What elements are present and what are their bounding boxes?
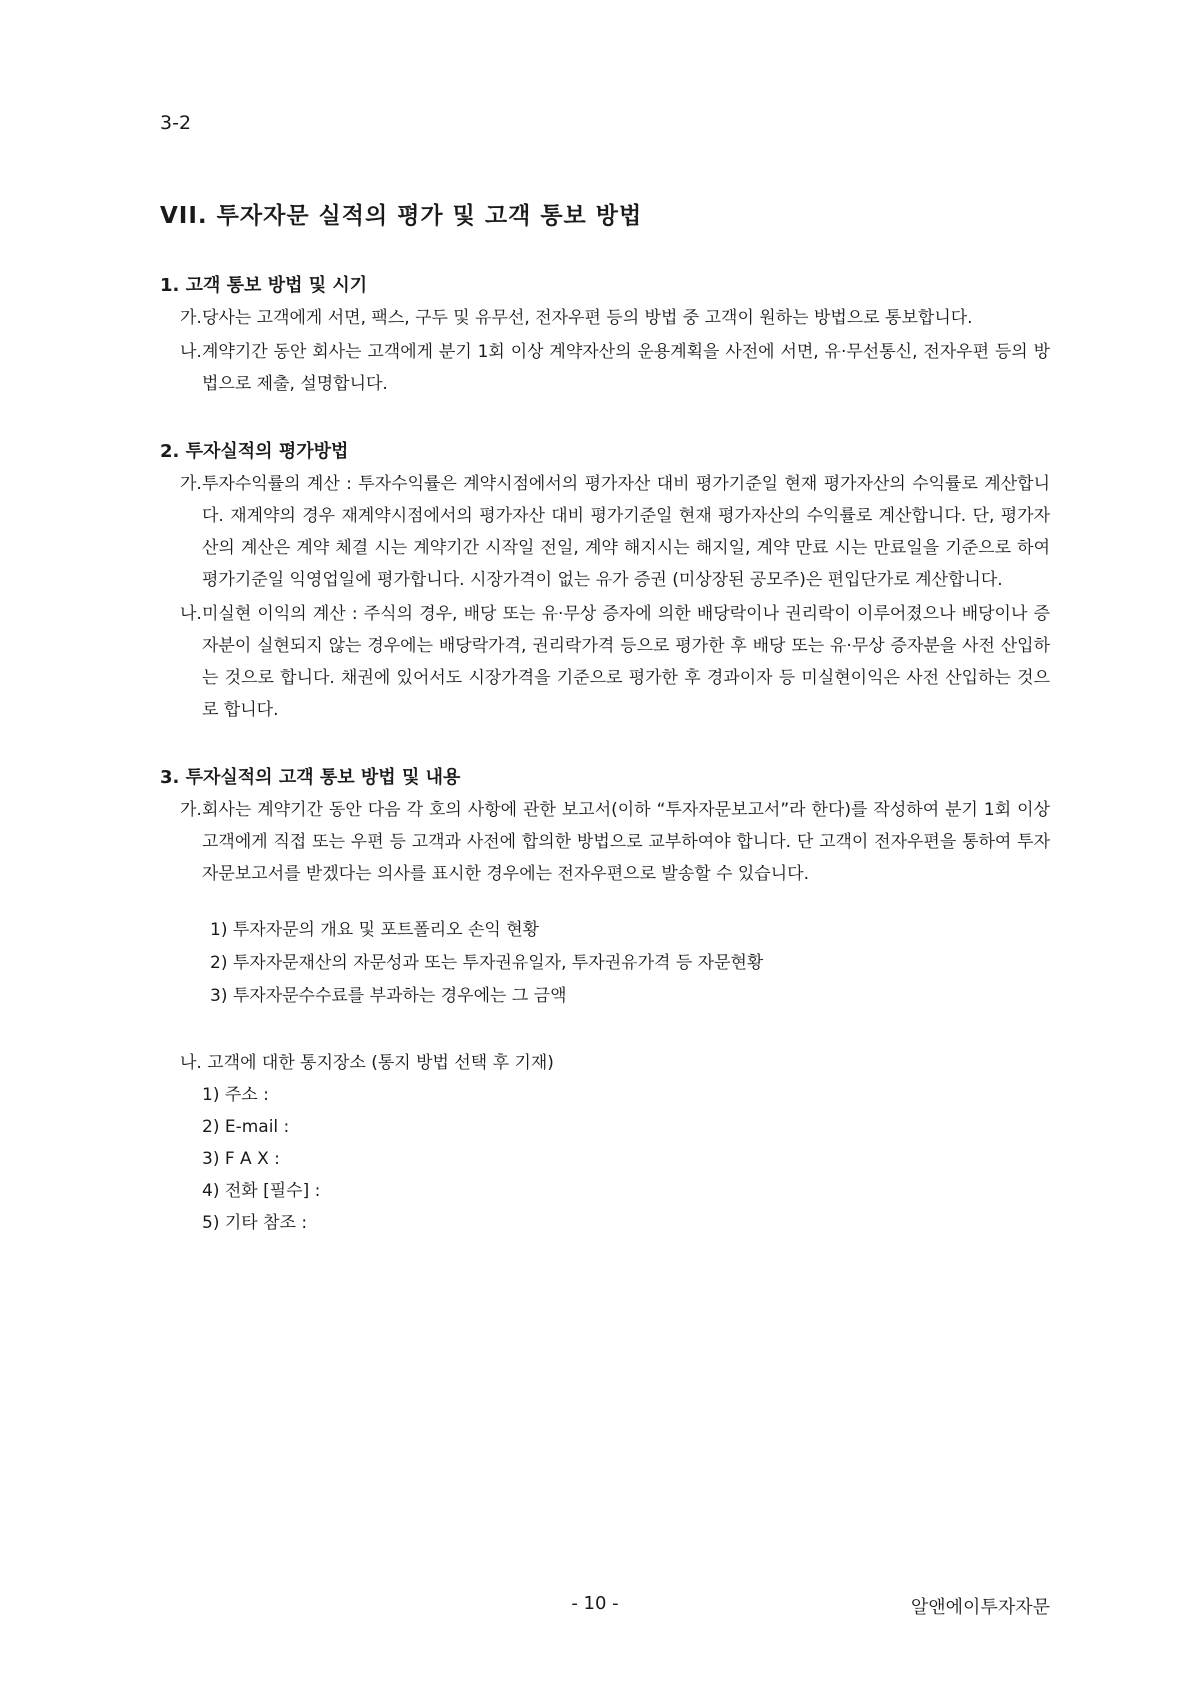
item-marker: 가.	[180, 800, 202, 820]
item-text: 미실현 이익의 계산 : 주식의 경우, 배당 또는 유·무상 증자에 의한 배당락이나 권리락이 이루어졌으나 배당이나 증자분이 실현되지 않는 경우에는 배당락가격, 권리락가격 등으로 평가한 후 배당 또는 유·무상 증자분을 사전 산입하는 것으로 합니다. 채권에 있어서도 시장가격을 기준으로 평가한 후 경과이자 등 미실현이익은 사전 산입하는 것으로 합니다.	[202, 604, 1050, 720]
item-marker: 나.	[180, 604, 202, 624]
notify-address-field: 1) 주소 :	[202, 1085, 269, 1105]
section-2-item-ga	[160, 468, 1050, 596]
section-1-item-na	[160, 336, 1050, 400]
section-heading-1: 1. 고객 통보 방법 및 시기	[160, 275, 368, 296]
notify-heading: 나. 고객에 대한 통지장소 (통지 방법 선택 후 기재)	[180, 1053, 554, 1073]
list-item: 3) 투자자문수수료를 부과하는 경우에는 그 금액	[210, 986, 567, 1006]
notify-fax-field: 3) F A X :	[202, 1149, 280, 1169]
item-marker: 가.	[180, 474, 202, 494]
item-marker: 나.	[180, 342, 202, 362]
notify-other-field: 5) 기타 참조 :	[202, 1213, 308, 1233]
notify-list	[160, 1079, 1050, 1239]
section-2-item-na	[160, 598, 1050, 726]
notify-phone-field: 4) 전화 [필수] :	[202, 1181, 321, 1201]
item-text: 회사는 계약기간 동안 다음 각 호의 사항에 관한 보고서(이하 “투자자문보고서”라 한다)를 작성하여 분기 1회 이상 고객에게 직접 또는 우편 등 고객과 사전에 합의한 방법으로 교부하여야 합니다. 단 고객이 전자우편을 통하여 투자자문보고서를 받겠다는 의사를 표시한 경우에는 전자우편으로 발송할 수 있습니다.	[202, 800, 1050, 884]
notify-email-field: 2) E-mail :	[202, 1117, 290, 1137]
section-heading-3: 3. 투자실적의 고객 통보 방법 및 내용	[160, 767, 461, 788]
document-body	[160, 270, 1050, 1239]
item-marker: 가.	[180, 308, 202, 328]
document-title: VII. 투자자문 실적의 평가 및 고객 통보 방법	[160, 203, 643, 229]
section-heading-2: 2. 투자실적의 평가방법	[160, 441, 349, 462]
report-contents-list	[160, 914, 1050, 1013]
list-item: 2) 투자자문재산의 자문성과 또는 투자권유일자, 투자권유가격 등 자문현황	[210, 953, 764, 973]
item-text: 계약기간 동안 회사는 고객에게 분기 1회 이상 계약자산의 운용계획을 사전에 서면, 유·무선통신, 전자우편 등의 방법으로 제출, 설명합니다.	[202, 342, 1050, 394]
company-name: 알앤에이투자자문	[910, 1597, 1050, 1618]
section-3-item-ga	[160, 794, 1050, 890]
list-item: 1) 투자자문의 개요 및 포트폴리오 손익 현황	[210, 920, 540, 940]
item-text: 투자수익률의 계산 : 투자수익률은 계약시점에서의 평가자산 대비 평가기준일 현재 평가자산의 수익률로 계산합니다. 재계약의 경우 재계약시점에서의 평가자산 대비 평가기준일 현재 평가자산의 수익률로 계산합니다. 단, 평가자산의 계산은 계약 체결 시는 계약기간 시작일 전일, 계약 해지시는 해지일, 계약 만료 시는 만료일을 기준으로 하여 평가기준일 익영업일에 평가합니다. 시장가격이 없는 유가 증권 (미상장된 공모주)은 편입단가로 계산합니다.	[202, 474, 1050, 590]
item-text: 당사는 고객에게 서면, 팩스, 구두 및 유무선, 전자우편 등의 방법 중 고객이 원하는 방법으로 통보합니다.	[202, 308, 973, 328]
page-code: 3-2	[160, 112, 192, 134]
section-1-item-ga	[160, 302, 1050, 334]
page-number: - 10 -	[571, 1593, 619, 1614]
